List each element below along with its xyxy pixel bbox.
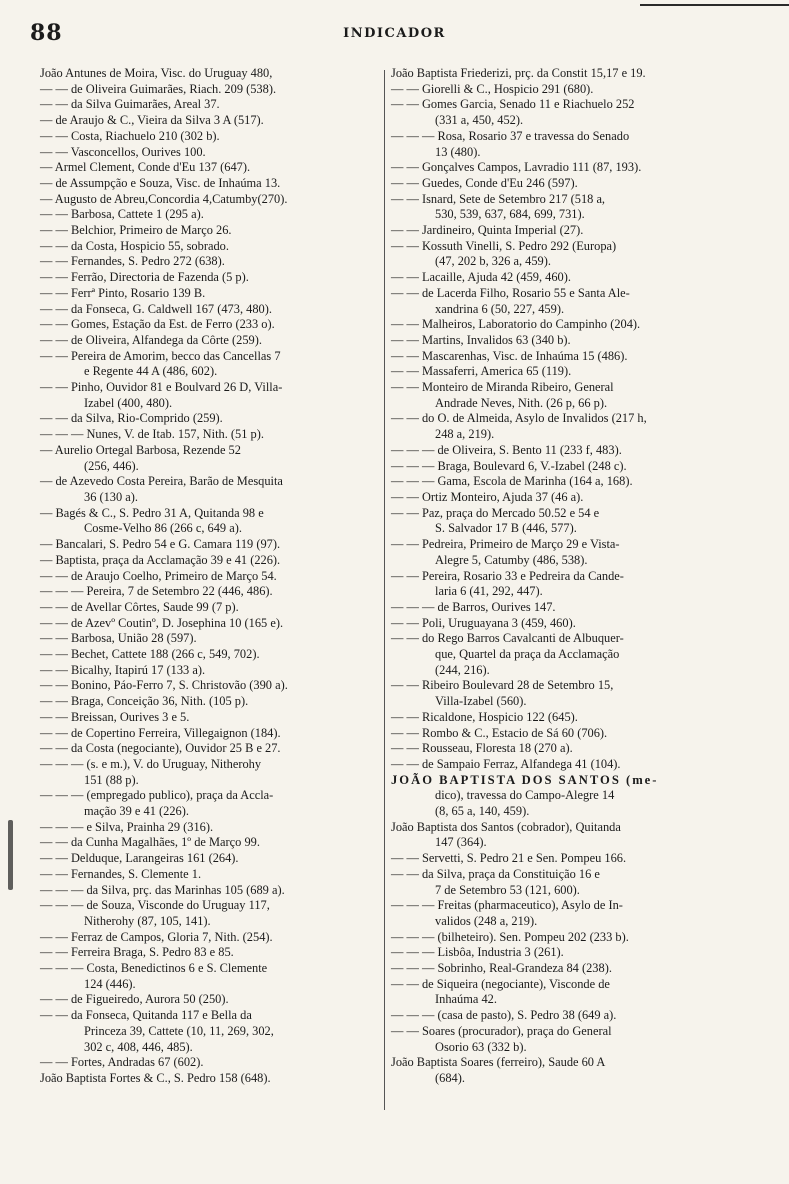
entry-continuation-line: (331 a, 450, 452). [435,113,524,128]
directory-entry: — — de Oliveira, Alfandega da Côrte (259). [40,332,262,347]
directory-entry: — — de Azevº Coutinº, D. Josephina 10 (165 e). [40,615,284,630]
directory-entry: — Augusto de Abreu,Concordia 4,Catumby(270). [40,191,288,206]
entry-continuation-line: 124 (446). [84,976,136,991]
directory-entry: — — — (s. e m.), V. do Uruguay, Nitherohy [40,756,262,771]
directory-entry: — — Ferrª Pinto, Rosario 139 B. [40,285,206,300]
directory-entry: — — Bechet, Cattete 188 (266 c, 549, 702). [40,647,260,662]
directory-entry: — de Araujo & C., Vieira da Silva 3 A (517). [40,113,264,128]
directory-entry: — — — de Oliveira, S. Bento 11 (233 f, 483). [391,442,622,457]
directory-entry: — — da Fonseca, Quitanda 117 e Bella da [40,1008,252,1023]
entry-continuation-line: Inhaúma 42. [435,992,497,1007]
directory-entry: — — Belchior, Primeiro de Março 26. [40,223,232,238]
directory-entry: — — Servetti, S. Pedro 21 e Sen. Pompeu 166. [391,851,627,866]
entry-continuation-line: Cosme-Velho 86 (266 c, 649 a). [84,521,242,536]
directory-entry: — — — Rosa, Rosario 37 e travessa do Senado [391,128,630,143]
entry-continuation-line: validos (248 a, 219). [435,913,538,928]
directory-entry: — — Ortiz Monteiro, Ajuda 37 (46 a). [391,489,584,504]
directory-entry: — de Azevedo Costa Pereira, Barão de Mesquita [40,474,283,489]
directory-entry: — — Breissan, Ourives 3 e 5. [40,709,190,724]
directory-entry: — — Barbosa, União 28 (597). [40,631,197,646]
directory-entry: — — Rousseau, Floresta 18 (270 a). [391,741,573,756]
directory-entry: — — Costa, Riachuelo 210 (302 b). [40,128,220,143]
directory-entry: — — do O. de Almeida, Asylo de Invalidos (217 h, [391,411,647,426]
directory-entry: — — Soares (procurador), praça do General [391,1023,612,1038]
directory-entry: — — Bonino, Páo-Ferro 7, S. Christovão (390 a). [40,678,288,693]
directory-entry: — — — Gama, Escola de Marinha (164 a, 168). [391,474,633,489]
directory-entry: — Aurelio Ortegal Barbosa, Rezende 52 [40,442,241,457]
directory-entry: — — Fernandes, S. Clemente 1. [40,866,202,881]
directory-entry: — — Guedes, Conde d'Eu 246 (597). [391,175,578,190]
directory-entry: — Bagés & C., S. Pedro 31 A, Quitanda 98 e [40,505,264,520]
directory-entry: — — da Costa, Hospicio 55, sobrado. [40,238,229,253]
directory-entry: — — da Costa (negociante), Ouvidor 25 B e 27. [40,741,281,756]
directory-entry: João Baptista Soares (ferreiro), Saude 60 A [391,1055,606,1070]
directory-entry: — — Fernandes, S. Pedro 272 (638). [40,254,225,269]
running-head: INDICADOR [343,26,446,41]
directory-entry: — — de Copertino Ferreira, Villegaignon (184). [40,725,281,740]
directory-entry: — — Malheiros, Laboratorio do Campinho (204). [391,317,641,332]
directory-entry: — — Ferreira Braga, S. Pedro 83 e 85. [40,945,234,960]
directory-entry: — — Martins, Invalidos 63 (340 b). [391,332,571,347]
directory-entry: — — da Silva Guimarães, Areal 37. [40,97,220,112]
entry-continuation-line: (47, 202 b, 326 a, 459). [435,254,551,269]
directory-entry: — — da Fonseca, G. Caldwell 167 (473, 480). [40,301,272,316]
directory-entry: — — de Oliveira Guimarães, Riach. 209 (538). [40,81,277,96]
directory-entry: — — Jardineiro, Quinta Imperial (27). [391,223,584,238]
directory-entry: — — de Figueiredo, Aurora 50 (250). [40,992,229,1007]
directory-entry: — — Pinho, Ouvidor 81 e Boulvard 26 D, Villa- [40,380,283,395]
directory-entry: — — — Braga, Boulevard 6, V.-Izabel (248 c). [391,458,627,473]
directory-entry: — — de Avellar Côrtes, Saude 99 (7 p). [40,599,239,614]
directory-entry: — — — (casa de pasto), S. Pedro 38 (649 a). [391,1008,617,1023]
directory-entry: — — — e Silva, Prainha 29 (316). [40,819,214,834]
directory-entry: — — Braga, Conceição 36, Nith. (105 p). [40,694,249,709]
directory-entry: João Baptista dos Santos (cobrador), Quitanda [391,819,621,834]
entry-continuation-line: (8, 65 a, 140, 459). [435,804,530,819]
page-number: 88 [30,20,63,46]
directory-entry: — Baptista, praça da Acclamação 39 e 41 (226). [40,552,281,567]
entry-continuation-line: 7 de Setembro 53 (121, 600). [435,882,580,897]
directory-entry: — — — Freitas (pharmaceutico), Asylo de In- [391,898,623,913]
directory-entry: JOÃO BAPTISTA DOS SANTOS (me- [391,772,659,787]
directory-entry: — — Pereira de Amorim, becco das Cancellas 7 [40,348,281,363]
directory-entry: — — Poli, Uruguayana 3 (459, 460). [391,615,576,630]
entry-continuation-line: que, Quartel da praça da Acclamação [435,647,620,662]
directory-entry: — — Pereira, Rosario 33 e Pedreira da Cande- [391,568,624,583]
entry-continuation-line: (256, 446). [84,458,139,473]
directory-entry: — — Barbosa, Cattete 1 (295 a). [40,207,204,222]
entry-continuation-line: S. Salvador 17 B (446, 577). [435,521,577,536]
entry-continuation-line: Izabel (400, 480). [84,395,173,410]
entry-continuation-line: 151 (88 p). [84,772,139,787]
directory-entry: — — de Lacerda Filho, Rosario 55 e Santa Ale- [391,285,630,300]
directory-entry: — — Lacaille, Ajuda 42 (459, 460). [391,270,571,285]
entry-continuation-line: mação 39 e 41 (226). [84,804,189,819]
entry-continuation-line: Princeza 39, Cattete (10, 11, 269, 302, [84,1023,274,1038]
directory-entry: — — Vasconcellos, Ourives 100. [40,144,206,159]
directory-entry: — — Ribeiro Boulevard 28 de Setembro 15, [391,678,614,693]
entry-continuation-line: Osorio 63 (332 b). [435,1039,527,1054]
entry-continuation-line: 248 a, 219). [435,427,495,442]
entry-continuation-line: dico), travessa do Campo-Alegre 14 [435,788,615,803]
directory-entry: — — Bicalhy, Itapirú 17 (133 a). [40,662,206,677]
entry-continuation-line: Villa-Izabel (560). [435,694,527,709]
entry-continuation-line: Nitherohy (87, 105, 141). [84,913,211,928]
entry-continuation-line: (244, 216). [435,662,490,677]
directory-entry: — — Fortes, Andradas 67 (602). [40,1055,204,1070]
directory-entry: — — de Siqueira (negociante), Visconde de [391,976,610,991]
directory-entry: João Baptista Fortes & C., S. Pedro 158 (648). [40,1071,271,1085]
directory-entry: — — Ferraz de Campos, Gloria 7, Nith. (254). [40,929,273,944]
directory-entry: — — Gomes, Estação da Est. de Ferro (233 o). [40,317,275,332]
directory-entry: — — — de Souza, Visconde do Uruguay 117, [40,898,270,913]
directory-entry: — — Delduque, Larangeiras 161 (264). [40,851,239,866]
directory-entry: — Armel Clement, Conde d'Eu 137 (647). [40,160,251,175]
margin-ink-mark [8,820,13,890]
top-rule [640,4,789,6]
right-column [391,66,733,1087]
directory-entry: — — — Sobrinho, Real-Grandeza 84 (238). [391,961,612,976]
directory-entry: — — Gonçalves Campos, Lavradio 111 (87, 193). [391,160,642,175]
entry-continuation-line: 36 (130 a). [84,489,139,504]
directory-entry: — — — Lisbôa, Industria 3 (261). [391,945,564,960]
directory-entry: — — Isnard, Sete de Setembro 217 (518 a, [391,191,606,206]
directory-entry: — — de Sampaio Ferraz, Alfandega 41 (104). [391,756,621,771]
directory-entry: — — Giorelli & C., Hospicio 291 (680). [391,81,594,96]
directory-entry: — — de Araujo Coelho, Primeiro de Março 54. [40,568,277,583]
directory-entry: — — Mascarenhas, Visc. de Inhaúma 15 (486). [391,348,628,363]
left-column [40,66,380,1087]
entry-continuation-line: Andrade Neves, Nith. (26 p, 66 p). [435,395,608,410]
directory-entry: — — — Nunes, V. de Itab. 157, Nith. (51 p). [40,427,264,442]
directory-entry: — — da Silva, Rio-Comprido (259). [40,411,223,426]
entry-continuation-line: Alegre 5, Catumby (486, 538). [435,552,588,567]
directory-entry: — Bancalari, S. Pedro 54 e G. Camara 119 (97). [40,537,281,552]
directory-entry: — — Massaferri, America 65 (119). [391,364,572,379]
directory-entry: — — Paz, praça do Mercado 50.52 e 54 e [391,505,600,520]
directory-entry: — — Gomes Garcia, Senado 11 e Riachuelo 252 [391,97,635,112]
directory-entry: João Antunes de Moira, Visc. do Uruguay 480, [40,66,273,80]
directory-entry: — — — Costa, Benedictinos 6 e S. Clemente [40,961,268,976]
directory-entry: — — Kossuth Vinelli, S. Pedro 292 (Europa) [391,238,617,253]
directory-entry: — — Ferrão, Directoria de Fazenda (5 p). [40,270,249,285]
entry-continuation-line: e Regente 44 A (486, 602). [84,364,218,379]
directory-entry: — — — de Barros, Ourives 147. [391,599,556,614]
directory-entry: — — da Silva, praça da Constituição 16 e [391,866,600,881]
directory-entry: — — Rombo & C., Estacio de Sá 60 (706). [391,725,608,740]
directory-entry: — — — Pereira, 7 de Setembro 22 (446, 486). [40,584,273,599]
column-divider [384,70,385,1110]
directory-entry: — — — (empregado publico), praça da Accla- [40,788,274,803]
entry-continuation-line: xandrina 6 (50, 227, 459). [435,301,565,316]
directory-entry: — de Assumpção e Souza, Visc. de Inhaúma 13. [40,175,281,190]
entry-continuation-line: laria 6 (41, 292, 447). [435,584,543,599]
entry-continuation-line: 530, 539, 637, 684, 699, 731). [435,207,585,222]
directory-entry: — — Ricaldone, Hospicio 122 (645). [391,709,578,724]
entry-continuation-line: 302 c, 408, 446, 485). [84,1039,193,1054]
directory-entry: — — Monteiro de Miranda Ribeiro, General [391,380,614,395]
directory-entry: — — do Rego Barros Cavalcanti de Albuquer- [391,631,624,646]
directory-entry: — — Pedreira, Primeiro de Março 29 e Vista- [391,537,620,552]
directory-entry: — — da Cunha Magalhães, 1º de Março 99. [40,835,260,850]
entry-continuation-line: 147 (364). [435,835,487,850]
directory-entry: João Baptista Friederizi, prç. da Constit 15,17 e 19. [391,66,646,80]
entry-continuation-line: (684). [435,1071,465,1085]
directory-entry: — — — (bilheteiro). Sen. Pompeu 202 (233 b). [391,929,629,944]
directory-entry: — — — da Silva, prç. das Marinhas 105 (689 a). [40,882,285,897]
entry-continuation-line: 13 (480). [435,144,481,159]
